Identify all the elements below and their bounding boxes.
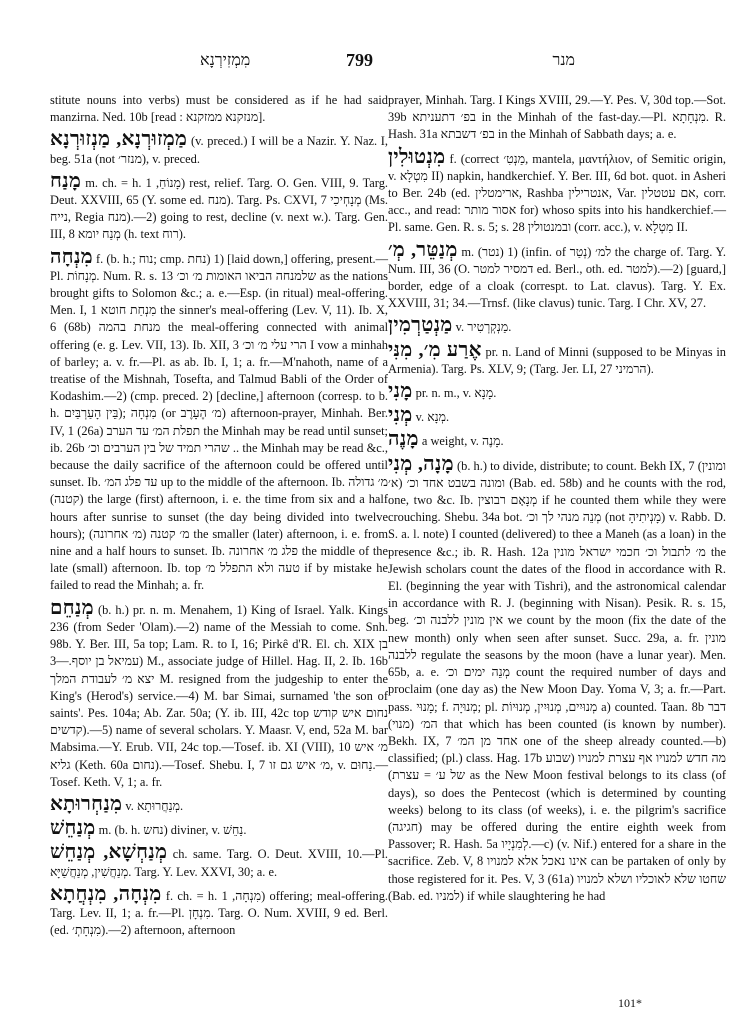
entry-headword: מִנְחָה, מִנְחֲתָא [50,882,162,905]
entry-headword: מִנַחְרוּתָא [50,792,123,815]
entry-headword: מְנַחְשָׁא, מְנַחֵשׁ [50,841,168,864]
entry-text: m. (נטר) 1) (infin. of נְטַר) למ׳ the charge of. Targ. Y. Num. III, 36 (O. דמסיר למטר ed. Berl., oth. ed. למטר).—2) [guard,] border, edge of a cloak (correspt. to Lat. clavus). Targ. Y. Ex. XXVIII, 31; 34.—Trnsf. (like clavus) tunic. Targ. I Chr. XV, 27. [388,244,727,311]
dictionary-entry [388,238,727,313]
entry-text: m. (b. h. נחש) diviner, v. נַחֵשׁ. [98,823,247,838]
dictionary-entry [388,92,726,144]
dictionary-entry [388,314,726,337]
dictionary-entry [50,245,389,595]
signature-mark: 101* [618,996,642,1010]
dictionary-entry [50,92,388,126]
entry-text: m. ch. = h. מָנוֹחַ, 1) rest, relief. Targ. O. Gen. VIII, 9. Targ. Deut. XXVIII, 65 (Y. some ed. מנח). Targ. Ps. CXVI, 7 מְנָחְיכִי (Ms. נייח, Regia מנח).—2) going to rest, decline (v. next w.). Targ. Gen. III, 8 מְנַח יומא (h. text רוח). [50,175,388,242]
dictionary-entry [50,792,388,815]
dictionary-entry [50,841,388,880]
running-head-right: מנר [552,52,575,69]
entry-text: a weight, v. מָנֶה. [421,434,504,449]
entry-text: (v. preced.) I will be a Nazir. Y. Naz. I, beg. 51a (not מנזר׳), v. preced. [50,134,388,166]
dictionary-entry [50,817,388,840]
dictionary-entry [388,452,727,905]
entry-text: stitute nouns into verbs) must be considered as if he had said manzirna. Ned. 10b [read : מנזקנא ממזקנא]. [50,93,388,125]
entry-text: (b. h.) pr. n. m. Menahem, 1) King of Israel. Yalk. Kings 236 (from Seder 'Olam).—2) name of the Messiah to come. Snh. 98b. Y. Ber. III, 5a top; Lam. R. to I, 16; Pirkê d'R. El. ch. XIX בן עמיאל בן יוסף.—3) M., associate judge of Hillel. Hag. II, 2. Ib. 16b יצא מ׳ לעבודת המלך M. resigned from the judgeship to enter the King's (Herod's) service.—4) M. bar Simai, surnamed 'the son of saints'. Pes. 104a; Ab. Zar. 50a; (Y. ib. III, 42c top נחום איש קודש קדשים).—5) name of several scholars. Y. Maasr. V, end, 52a M. bar Mabsima.—Y. Erub. VII, 24c top.—Tosef. ib. XI (VIII), 10 מ׳ איש גליא (Keth. 60a נחום).—Tosef. Shebu. I, 7 מ׳ איש גם זו, v. נַחוּם.—Tosef. Keth. V, 1; a. fr. [50,602,389,789]
dictionary-entry [388,338,726,378]
entry-headword: מִנְטוּלִין [388,145,446,168]
dictionary-entry [388,404,726,427]
entry-headword: מָנִי [388,380,413,403]
right-column [388,92,726,910]
entry-headword: מְנַטֵּר, מְ׳ [388,238,458,261]
entry-headword: מָנָה, מְנִי [388,452,454,475]
entry-text: f. (b. h.; נוח; cmp. נחת) 1) [laid down,] offering, present.—Pl. מְנָחוֹת. Num. R. s. 13 שלמנחה הביאו האומות מ׳ וכ׳ as the nations brought gifts to Solomon &c.; a. e.—Esp. (in ritual) meal-offering. Men. I, 1 מִנְחַת חוטא the sinner's meal-offering (Lev. V, 11). Ib. X, 6 (68b) מנחת בהמה the meal-offering connected with animal offering (e. g. Lev. VII, 13). Ib. XII, 3 הרי עלי מ׳ וכ׳ I vow a minhah of barley; a. v. fr.—Pl. as ab. Ib. I, 1; a. fr.—M'nahoth, name of a treatise of the Mishnah, Tosefta, and Talmud Babli of the Order of Kodashim.—2) (cmp. preced. 2) [decline,] afternoon (corresp. to b. h. בֵּין הָעַרְבַּיִם); מִנְחָה (or מ׳ הֶעָרֶב) afternoon-prayer, Minhah. Ber. IV, 1 (26a) תפלת המ׳ עד הערב the Minhah may be read until sunset; ib. 26b שהרי תמיד של בין הערבים וכ׳ .. the Minhah may be read &c., because the daily sacrifice of the afternoon could be offered until sunset. Ib. עד פלג המ׳ up to the middle of the afternoon. Ib. מ׳ גדולה (קטנה) the large (first) afternoon, i. e. the time from six and a half hours after sunrise to sunset (the day being divided into twelve hours); מ׳ קטנה (מ׳ אחרונה) the smaller (later) afternoon, i. e. from nine and a half hours to sunset. Ib. פלג מ׳ אחרונה the middle of the late (small) afternoon. Ib. top טעה ולא התפלל מ׳ if by mistake he failed to read the Minhah; a. fr. [50,251,389,593]
entry-headword: מָנַח [50,169,82,192]
dictionary-entry [50,169,388,244]
dictionary-entry [388,428,726,451]
entry-text: v. מְנַחֲרוּתָא. [125,798,184,813]
entry-text: pr. n. Land of Minni (supposed to be Minyas in Armenia). Targ. Ps. XLV, 9; (Targ. Jer. LI, 27 הרמיני). [388,344,726,376]
entry-text: (b. h.) to divide, distribute; to count. Bekh IX, 7 (ומונין א׳) ומונה בשבט אחד וכ׳ (Bab. ed. 58b) and he counts with the rod, one, two &c. Ib. מְנָאָם רבוצין if he counted them while they were crouching. Shebu. 34a bot. מְנֵה מנהי לך וכ׳ (not מָנְיתִיהָ) v. Rabb. D. S. a. l. note) I counted (delivered) to thee a Maneh (as a loan) in the presence &c.; ib. R. Hash. 12a מ׳ לתבול וכ׳ חכמי ישראל מונין the Jewish scholars count the dates of the flood in accordance with R. El. (beginning the year with Tishri), and the astronomical calendar in accordance with R. J. (beginning with Nisan). Pesik. R. s. 15, beg. אין מונין ללבנה וכ׳ we count by the moon (fix the date of the new month) only when seen after sunset. Succ. 29a, a. fr. מונין ללבנה regulate the seasons by the moon (have a lunar year). Men. 65b, a. e. מְנֵה ימים וכ׳ count the required number of days and proclaim (one day as) the New Moon Day. Yoma V, 3; a. fr.—Part. pass. מָנוּי; f. מְנוּיָה; pl. מְנוּיִים, מְנוּיִין, מְנוּיוֹת a) counted. Taan. 8b דבר המ׳ (מנוי) that which has been counted (is known by number). Bekh. IX, 7 אחד מן המ׳ one of the sheep already counted.—b) classified; (pl.) class. Hag. 17b מה חדש למנויו אף עצרת למנויו (שבוע של ע׳ = עצרת) as the New Moon festival belongs to its class (of days), so does the Pentecost (which is determined by counting weeks) belong to its class (of weeks), i. e. the pilgrim's sacrifice (חגיגה) may be offered during the entire eighth week from Passover; R. Hash. 5a לְמִנְיָיו.—c) (v. Nif.) entered for a share in the sacrifice. Zeb. V, 8 אינו נאכל אלא למנויו can be partaken of only by those registered for it. Pes. V, 3 (61a) שחטו שלא לאוכליו ושלא למנויו (Bab. ed. למניו) if while slaughtering he had [388,458,727,903]
dictionary-entry [50,596,389,791]
entry-text: ch. same. Targ. O. Deut. XVIII, 10.—Pl. מְנַחֲשִׁין, מְנַחֲשַׁיָּא. Targ. Y. Lev. XXVI, 30; a. e. [50,847,388,879]
entry-headword: מְנַחֵם [50,596,94,619]
dictionary-entry [50,882,389,940]
entry-headword: מִנְחָה [50,245,93,268]
entry-headword: אֶרַע מִ׳, מִנִּי [388,338,482,361]
running-head-left: מִמְזִירְנָא [200,52,251,69]
entry-headword: מָנֶה [388,428,419,451]
dictionary-entry [388,380,726,403]
entry-text: v. מַנְקְרְטִיר. [455,320,512,335]
page-number: 799 [346,50,373,70]
dictionary-entry [50,128,388,167]
entry-headword: מַמְזוּרְנָא, מַנְזוּרְנָא [50,128,188,151]
left-column [50,92,388,944]
entry-headword: מְנַחֵשׁ [50,817,96,840]
entry-text: prayer, Minhah. Targ. I Kings XVIII, 29.—Y. Pes. V, 30d top.—Sot. 39b בפ׳ דתעניתא in the Minhah of the fast-day.—Pl. מִנְחָתָא. R. Hash. 31a בפ׳ דשבתא in the Minhah of Sabbath days; a. e. [388,93,726,142]
entry-text: pr. n. m., v. מָנָא. [415,386,497,401]
entry-text: f. (correct מַנְטִ׳, mantela, μαντήλιον, of Semitic origin, v. מִטְלָא II) napkin, handkerchief. Y. Ber. III, 6d bot. quot. in Asheri to Ber. 24b (ed. ארימטלין, Rashba אנטרילין, Var. אם עטטלין, corr. acc., and read: אסור מותר for) whoso spits into his handkerchief.—Pl. same. Gen. R. s. 5; s. 28 ובמנטולין (corr. acc.), v. מִטְלָא II. [388,151,727,235]
entry-headword: מְנִי [388,404,413,427]
page-header [0,52,750,76]
entry-text: v. מְנָא. [415,410,450,425]
dictionary-entry [388,145,727,237]
entry-headword: מַנְטַרְמִין [388,314,453,337]
entry-text: f. ch. = h. מִנְחָה, 1) offering; meal-offering. Targ. Lev. II, 1; a. fr.—Pl. מִנְחָן. Targ. O. Num. XVIII, 9 ed. Berl. (ed. מִנְחָתְ׳).—2) afternoon, afternoon [50,888,389,938]
